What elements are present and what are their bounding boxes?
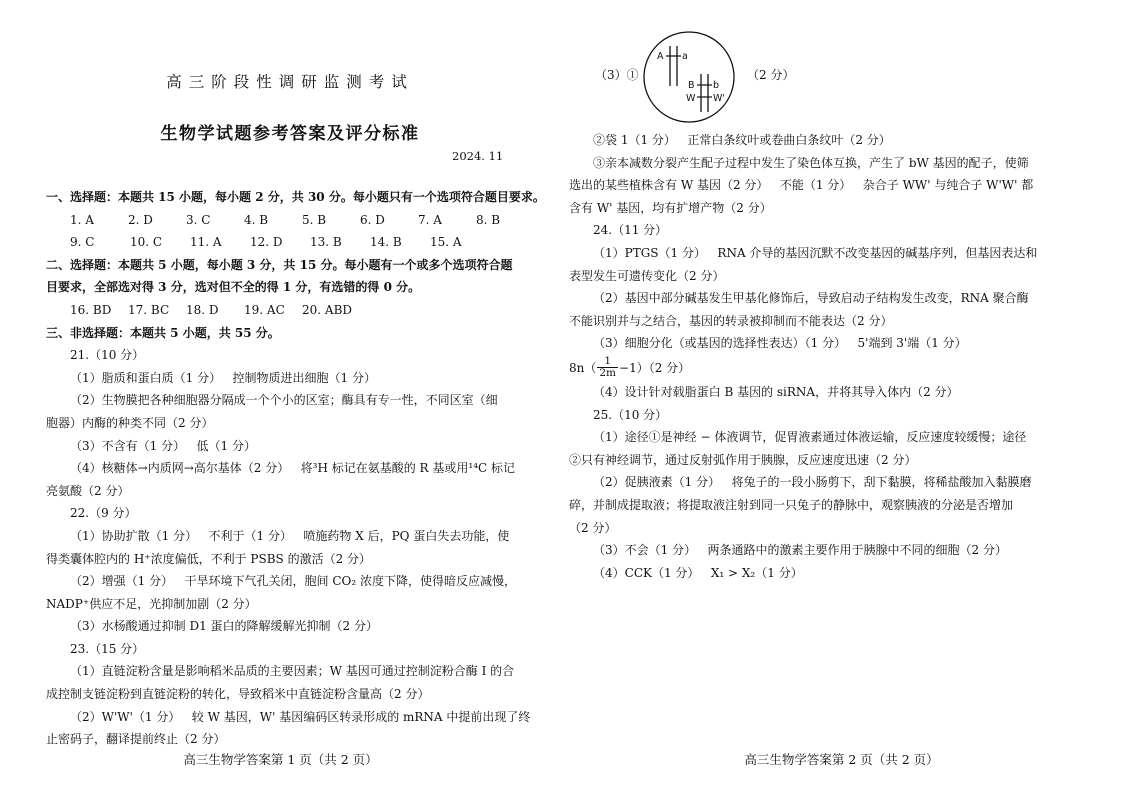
answer-line-text: （4）CCK（1 分） X₁ > X₂（1 分） — [593, 565, 803, 580]
page-2-answers — [569, 129, 1057, 584]
document-date: 2024. 11 — [452, 149, 504, 163]
answer-line — [569, 152, 1057, 175]
choice-answer: 11. A — [190, 235, 222, 250]
choice-answer: 4. B — [244, 212, 269, 227]
answer-line — [569, 197, 1057, 220]
answer-line — [46, 615, 534, 638]
choice-answer: 13. B — [310, 235, 342, 250]
chromosome-diagram-svg — [639, 30, 739, 125]
choice-answer: 19. AC — [244, 302, 285, 317]
answer-line-text: 21.（10 分） — [70, 348, 145, 363]
choice-answer: 14. B — [370, 235, 402, 250]
answer-line — [569, 381, 1057, 404]
choice-answer: 1. A — [70, 212, 94, 227]
answer-line-text: 得类囊体腔内的 H⁺浓度偏低，不利于 PSBS 的激活（2 分） — [46, 551, 372, 566]
allele-a-label: a — [682, 51, 688, 62]
answer-line — [46, 728, 534, 751]
answer-line — [569, 494, 1057, 517]
multiple-choice-answer-row — [46, 299, 534, 322]
answer-line — [569, 174, 1057, 197]
answer-line — [569, 562, 1057, 585]
answer-line — [46, 502, 534, 525]
choice-answer: 15. A — [430, 235, 462, 250]
answer-line-text: （2）W'W'（1 分） 较 W 基因，W' 基因编码区转录形成的 mRNA 中提前出现了终 — [70, 709, 531, 724]
answer-line-text: 止密码子，翻译提前终止（2 分） — [46, 732, 226, 747]
answer-line-text: （2 分） — [569, 520, 617, 535]
answer-line-text: 24.（11 分） — [593, 223, 668, 238]
answer-line — [46, 548, 534, 571]
page-2-lines-after-formula — [569, 381, 1057, 584]
answer-line-text: （3）水杨酸通过抑制 D1 蛋白的降解缓解光抑制（2 分） — [70, 619, 378, 634]
answer-line-text: （1）PTGS（1 分） RNA 介导的基因沉默不改变基因的碱基序列，但基因表达和 — [593, 245, 1038, 260]
answer-line — [46, 525, 534, 548]
allele-b-label: b — [713, 80, 720, 91]
multiple-choice-answer-row — [46, 209, 534, 232]
answer-line-text: 选出的某些植株含有 W 基因（2 分） 不能（1 分） 杂合子 WW' 与纯合子 W'W' 都 — [569, 178, 1034, 193]
answer-line-text: （3）细胞分化（或基因的选择性表达）（1 分） 5'端到 3'端（1 分） — [593, 336, 967, 351]
choice-answer: 5. B — [302, 212, 327, 227]
question-23-3-label: （3）① — [595, 68, 639, 82]
section-heading-line — [46, 322, 534, 345]
answer-line-text: 不能识别并与之结合，基因的转录被抑制而不能表达（2 分） — [569, 313, 893, 328]
answer-line — [569, 265, 1057, 288]
answer-line-text: （2）增强（1 分） 干旱环境下气孔关闭，胞间 CO₂ 浓度下降，使得暗反应减慢， — [70, 574, 516, 589]
page-2-footer: 高三生物学答案第 2 页（共 2 页） — [744, 752, 939, 767]
answer-line-text: 23.（15 分） — [70, 641, 145, 656]
answer-line — [569, 404, 1057, 427]
choice-answer: 8. B — [476, 212, 501, 227]
page-1-answers — [46, 186, 545, 751]
answer-line-text: 22.（9 分） — [70, 506, 137, 521]
answer-line — [46, 480, 534, 503]
document-title: 生物学试题参考答案及评分标准 — [160, 124, 420, 144]
formula-numerator: 1 — [597, 356, 618, 368]
allele-W-prime-label: W' — [713, 93, 726, 104]
answer-line-text: 亮氨酸（2 分） — [46, 483, 130, 498]
answer-line — [569, 287, 1057, 310]
answer-line — [569, 539, 1057, 562]
chromosome-diagram — [639, 30, 739, 125]
answer-line-text: 二、选择题：本题共 5 小题，每小题 3 分，共 15 分。每小题有一个或多个选项符合题 — [46, 257, 513, 272]
answer-line-text: （4）设计针对载脂蛋白 B 基因的 siRNA，并将其导入体内（2 分） — [593, 384, 959, 399]
multiple-choice-answer-row — [46, 231, 534, 254]
answer-line — [46, 660, 534, 683]
answer-line-text: 三、非选择题：本题共 5 小题，共 55 分。 — [46, 325, 280, 340]
answer-line — [46, 367, 534, 390]
section-heading-line — [46, 186, 545, 209]
answer-line-text: ②只有神经调节，通过反射弧作用于胰腺，反应速度迅速（2 分） — [569, 452, 917, 467]
choice-answer: 20. ABD — [302, 302, 353, 317]
answer-line — [46, 457, 534, 480]
answer-line — [46, 389, 534, 412]
answer-line — [46, 435, 534, 458]
answer-line — [46, 344, 534, 367]
page-1-footer: 高三生物学答案第 1 页（共 2 页） — [183, 752, 378, 767]
answer-line — [569, 517, 1057, 540]
answer-line — [569, 129, 1057, 152]
formula-line — [569, 355, 1057, 381]
answer-line — [569, 426, 1057, 449]
answer-line — [569, 310, 1057, 333]
choice-answer: 2. D — [128, 212, 153, 227]
allele-B-label: B — [688, 80, 695, 91]
allele-W-label: W — [686, 93, 696, 104]
question-23-3-score: （2 分） — [747, 68, 795, 82]
answer-line-text: （1）途径①是神经 − 体液调节，促胃液素通过体液运输，反应速度较缓慢；途径 — [593, 430, 1027, 445]
choice-answer: 6. D — [360, 212, 385, 227]
answer-page-2 — [561, 0, 1122, 794]
section-heading-line — [46, 276, 534, 299]
formula-denominator: 2m — [599, 367, 617, 380]
answer-line-text: 碎，并制成提取液；将提取液注射到同一只兔子的静脉中，观察胰液的分泌是否增加 — [569, 497, 1014, 512]
answer-line-text: （3）不会（1 分） 两条通路中的激素主要作用于胰腺中不同的细胞（2 分） — [593, 543, 1007, 558]
answer-line — [46, 706, 534, 729]
answer-line — [46, 570, 534, 593]
choice-answer: 7. A — [418, 212, 442, 227]
choice-answer: 18. D — [186, 302, 219, 317]
answer-line-text: ③亲本减数分裂产生配子过程中发生了染色体互换，产生了 bW 基因的配子，使筛 — [593, 155, 1029, 170]
answer-line-text: （1）脂质和蛋白质（1 分） 控制物质进出细胞（1 分） — [70, 370, 376, 385]
answer-line-text: 胞器）内酶的种类不同（2 分） — [46, 415, 214, 430]
choice-answer: 17. BC — [128, 302, 170, 317]
answer-line-text: 成控制支链淀粉到直链淀粉的转化，导致稻米中直链淀粉含量高（2 分） — [46, 687, 430, 702]
answer-line-text: （3）不含有（1 分） 低（1 分） — [70, 438, 256, 453]
question-23-3-row — [569, 30, 889, 125]
answer-line — [569, 471, 1057, 494]
answer-line-text: 表型发生可遗传变化（2 分） — [569, 268, 725, 283]
formula-fraction — [597, 356, 618, 379]
answer-line — [569, 332, 1057, 355]
answer-line — [569, 219, 1057, 242]
answer-line-text: 目要求，全部选对得 3 分，选对但不全的得 1 分，有选错的得 0 分。 — [46, 280, 421, 295]
answer-line-text: （2）生物膜把各种细胞器分隔成一个个小的区室；酶具有专一性，不同区室（细 — [70, 393, 498, 408]
answer-line-text: 一、选择题：本题共 15 小题，每小题 2 分，共 30 分。每小题只有一个选项符合题目要求。 — [46, 190, 545, 204]
page-2-lines-before-formula — [569, 129, 1057, 355]
exam-title: 高三阶段性调研监测考试 — [166, 73, 414, 91]
answer-line-text: 含有 W' 基因，均有扩增产物（2 分） — [569, 200, 772, 215]
choice-answer: 9. C — [70, 235, 95, 250]
answer-line-text: NADP⁺供应不足，光抑制加剧（2 分） — [46, 596, 257, 611]
answer-line-text: （4）核糖体→内质网→高尔基体（2 分） 将³H 标记在氨基酸的 R 基或用¹⁴C 标记 — [70, 461, 516, 476]
choice-answer: 12. D — [250, 235, 283, 250]
answer-line — [569, 449, 1057, 472]
answer-line — [46, 593, 534, 616]
formula-prefix: 8n（ — [569, 360, 597, 375]
answer-line — [46, 638, 534, 661]
answer-line-text: （2）促胰液素（1 分） 将兔子的一段小肠剪下，刮下黏膜，将稀盐酸加入黏膜磨 — [593, 475, 1032, 490]
answer-line — [569, 242, 1057, 265]
answer-line-text: （1）直链淀粉含量是影响稻米品质的主要因素；W 基因可通过控制淀粉合酶 I 的合 — [70, 664, 515, 679]
choice-answer: 10. C — [130, 235, 163, 250]
choice-answer: 3. C — [186, 212, 211, 227]
answer-line-text: （2）基因中部分碱基发生甲基化修饰后，导致启动子结构发生改变，RNA 聚合酶 — [593, 291, 1029, 306]
allele-A-label: A — [657, 51, 664, 62]
cell-outline — [644, 32, 734, 122]
answer-line — [46, 683, 534, 706]
answer-line-text: （1）协助扩散（1 分） 不利于（1 分） 喷施药物 X 后，PQ 蛋白失去功能，使 — [70, 528, 510, 543]
answer-line-text: 25.（10 分） — [593, 407, 668, 422]
answer-line — [46, 412, 534, 435]
answer-line-text: ②袋 1（1 分） 正常白条纹叶或卷曲白条纹叶（2 分） — [593, 133, 891, 147]
section-heading-line — [46, 254, 534, 277]
choice-answer: 16. BD — [70, 302, 112, 317]
formula-suffix: −1）（2 分） — [619, 360, 691, 375]
